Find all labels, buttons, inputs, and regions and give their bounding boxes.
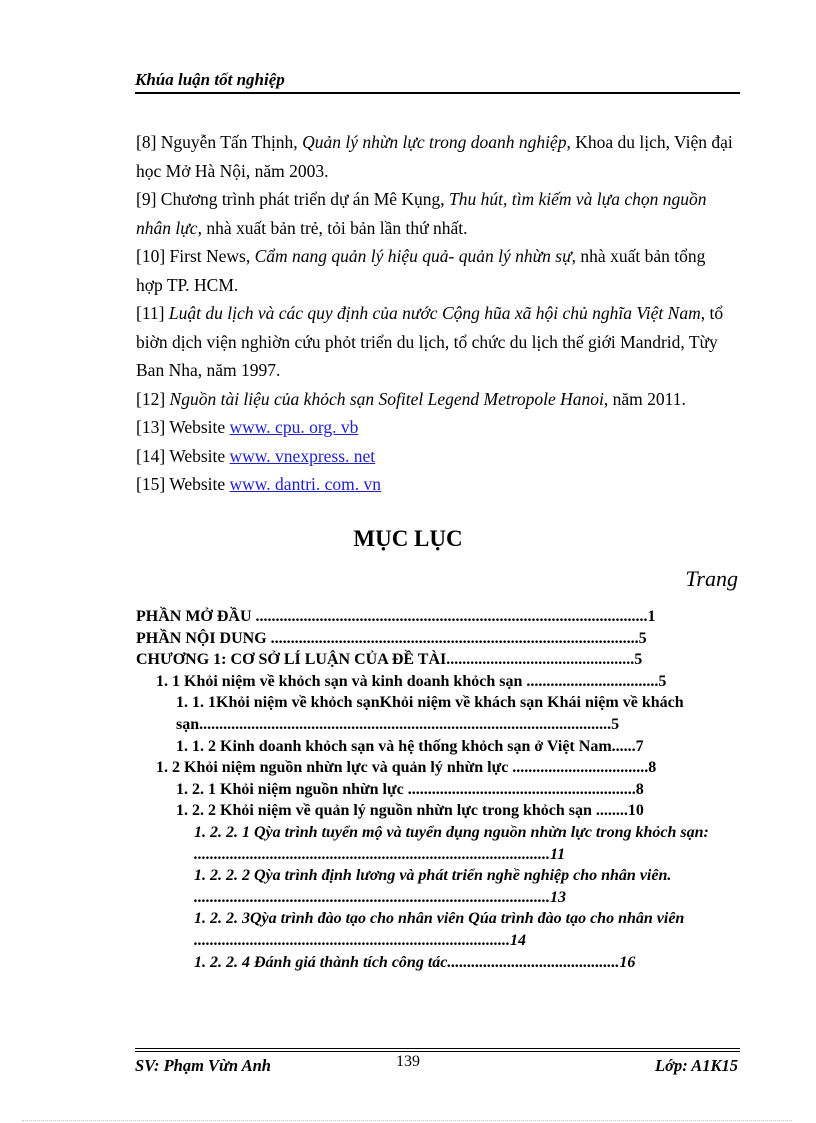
footer-student-name: SV: Phạm Vừn Anh [135,1056,271,1075]
reference-item: [11] Luật du lịch và các quy định của nước Cộng hũa xã hội chủ nghĩa Việt Nam, tổ biờn dịch viện nghiờn cứu phỏt triển du lịch, tổ chức du lịch thế giới Mandrid, Từy Ban Nha, năm 1997. [136,303,724,380]
toc-page-column-label: Trang [685,566,738,591]
toc-entry[interactable]: 1. 2 Khỏi niệm nguồn nhừn lực và quản lý nhừn lực ..................................8 [156,759,657,777]
website-link[interactable]: www. cpu. org. vb [229,417,359,437]
reference-item: [10] First News, Cẩm nang quản lý hiệu quả- quản lý nhừn sự, nhà xuất bản tổng hợp TP. HCM. [136,246,706,295]
reference-item: [15] Website www. dantri. com. vn [136,474,382,494]
reference-item: [12] Nguồn tài liệu của khỏch sạn Sofitel Legend Metropole Hanoi, năm 2011. [136,388,686,409]
toc-title: MỤC LỤC [353,526,463,551]
toc-entry[interactable]: PHẦN NỘI DUNG ............................................................................................5 [136,629,647,647]
reference-item: [14] Website www. vnexpress. net [136,445,376,466]
toc-entry[interactable]: 1. 1. 2 Kinh doanh khỏch sạn và hệ thống khỏch sạn ở Việt Nam......7 [176,737,644,755]
page-header-title: Khúa luận tốt nghiệp [135,70,285,89]
page-edge-divider [22,1120,792,1121]
table-of-contents [136,606,738,973]
toc-entry[interactable]: CHƯƠNG 1: CƠ SỞ LÍ LUẬN CỦA ĐỀ TÀI...............................................5 [136,651,643,669]
footer-rule [135,1048,740,1049]
toc-entry[interactable]: PHẦN MỞ ĐẦU ..................................................................................................1 [136,608,656,625]
header-rule [135,92,740,94]
toc-entry[interactable]: 1. 2. 2. 1 Qỳa trình tuyển mộ và tuyển dụng nguồn nhừn lực trong khỏch sạn: .........................................................................................11 [194,823,709,863]
toc-entry[interactable]: 1. 2. 1 Khỏi niệm nguồn nhừn lực .........................................................8 [176,780,644,798]
toc-entry[interactable]: 1. 2. 2. 4 Đánh giá thành tích công tác...........................................16 [194,953,636,971]
reference-item: [8] Nguyễn Tấn Thịnh, Quản lý nhừn lực trong doanh nghiệp, Khoa du lịch, Viện đại học Mở Hà Nội, năm 2003. [136,132,733,181]
references-list [136,128,736,499]
toc-entry[interactable]: 1. 2. 2. 3Qỳa trình đào tạo cho nhân viên Qúa trình đào tạo cho nhân viên ...............................................................................14 [194,910,685,949]
page-number: 139 [396,1053,420,1070]
reference-item: [13] Website www. cpu. org. vb [136,417,359,437]
reference-item: [9] Chương trình phát triển dự án Mê Kụng, Thu hút, tìm kiếm và lựa chọn nguồn nhân lực, nhà xuất bản trẻ, tỏi bản lần thứ nhất. [136,189,707,238]
website-link[interactable]: www. vnexpress. net [229,445,376,466]
footer-rule [135,1051,740,1052]
toc-entry[interactable]: 1. 1. 1Khỏi niệm về khỏch sạnKhỏi niệm về khách sạn Khái niệm về khách sạn.......................................................................................................5 [176,694,684,733]
toc-entry[interactable]: 1. 2. 2 Khỏi niệm về quản lý nguồn nhừn lực trong khỏch sạn ........10 [176,802,644,820]
toc-entry[interactable]: 1. 2. 2. 2 Qỳa trình định lương và phát triển nghề nghiệp cho nhân viên. .........................................................................................13 [194,867,672,906]
toc-entry[interactable]: 1. 1 Khỏi niệm về khỏch sạn và kinh doanh khỏch sạn .................................5 [156,672,667,690]
footer-class: Lớp: A1K15 [655,1056,738,1075]
website-link[interactable]: www. dantri. com. vn [229,474,382,494]
